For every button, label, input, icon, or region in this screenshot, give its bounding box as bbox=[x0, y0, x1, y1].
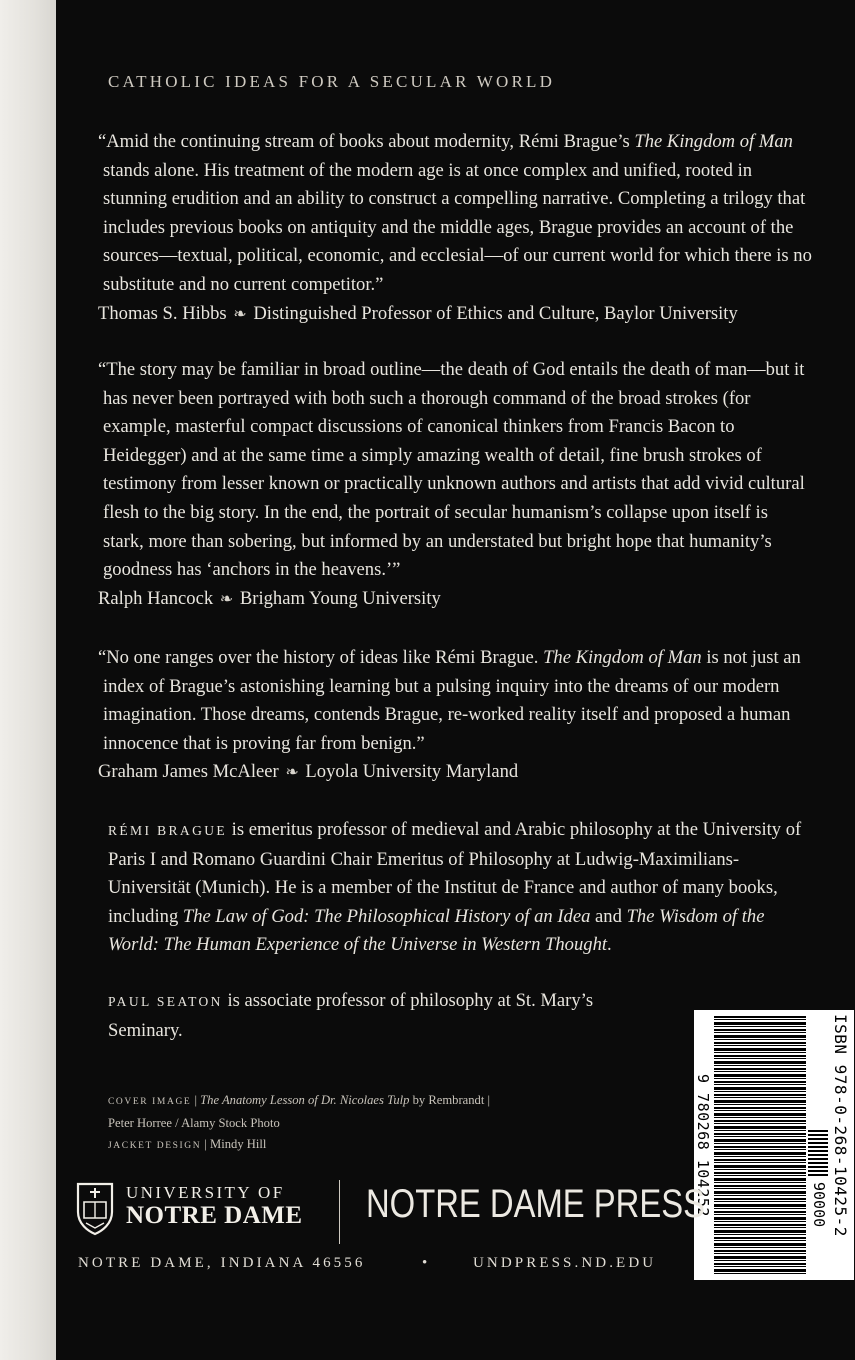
jacket-design-credit: JACKET DESIGN | Mindy Hill bbox=[108, 1137, 267, 1151]
blurb-2-affiliation: Brigham Young University bbox=[239, 587, 441, 609]
footer-separator: • bbox=[422, 1255, 431, 1271]
isbn-barcode bbox=[694, 1010, 854, 1280]
cover-image-source: Peter Horree / Alamy Stock Photo bbox=[108, 1116, 280, 1130]
blurb-1 bbox=[98, 128, 813, 329]
author-book-title-1: The Law of God: The Philosophical History of an Idea bbox=[182, 905, 591, 927]
university-name-line-1: UNIVERSITY OF bbox=[126, 1183, 285, 1202]
university-name-line-2: NOTRE DAME bbox=[126, 1202, 303, 1229]
back-cover bbox=[56, 0, 855, 1360]
author-bio: RÉMI BRAGUE is emeritus professor of medieval and Arabic philosophy at the University of Paris I and Romano Guardini Chair Emeritus of Philosophy at Ludwig-Maximilians-Universität (Munich). He is a member of the Institut de France and author of many books, including The Law of God: The Philosophical History of an Idea and The Wisdom of the World: The Human Experience of the Universe in Western Thought. bbox=[108, 819, 802, 956]
publisher-url: UNDPRESS.ND.EDU bbox=[473, 1255, 657, 1271]
blurb-2 bbox=[98, 356, 813, 614]
price-barcode-bars bbox=[808, 1130, 828, 1178]
blurb-3-author: Graham James McAleer bbox=[98, 761, 279, 783]
blurb-1-attribution bbox=[98, 300, 813, 330]
author-name: RÉMI BRAGUE bbox=[108, 823, 228, 838]
blurb-3-book-title: The Kingdom of Man bbox=[543, 647, 702, 668]
author-book-title-2: The Wisdom of the World: The Human Experience of the Universe in Western Thought bbox=[108, 905, 765, 956]
blurb-2-author: Ralph Hancock bbox=[98, 587, 214, 609]
publisher-footer bbox=[78, 1255, 678, 1272]
press-name: NOTRE DAME PRESS bbox=[366, 1182, 705, 1226]
price-code: 90000 bbox=[810, 1182, 828, 1228]
blurb-1-text: “Amid the continuing stream of books about modernity, Rémi Brague’s The Kingdom of Man stands alone. His treatment of the modern age is at once complex and unified, rooted in stunning erudition and an ability to construct a compelling narrative. Completing a trilogy that includes previous books on antiquity and the middle ages, Brague provides an account of the sources—textual, political, economic, and ecclesial—of our current world for which there is no substitute and no current competitor.” bbox=[98, 131, 812, 295]
logo-divider bbox=[339, 1180, 340, 1244]
fleuron-ornament-icon: ❧ bbox=[233, 305, 247, 323]
barcode-digits: 9 780268 104252 bbox=[694, 1073, 712, 1217]
fleuron-ornament-icon: ❧ bbox=[285, 764, 299, 782]
translator-bio: PAUL SEATON is associate professor of philosophy at St. Mary’s Seminary. bbox=[108, 990, 594, 1041]
blurb-2-text: “The story may be familiar in broad outline—the death of God entails the death of man—but it has never been portrayed with both such a thorough command of the broad strokes (for example, masterful compact discussions of canonical thinkers from Francis Bacon to Heidegger) and at the same time a simply amazing wealth of detail, fine brush strokes of testimony from lesser known or practically unknown authors and artists that add vivid cultural flesh to the big story. In the end, the portrait of secular humanism’s collapse upon itself is stark, more than sobering, but informed by an understated but bright hope that humanity’s goodness has ‘anchors in the heavens.’” bbox=[98, 359, 805, 581]
cover-image-credit: COVER IMAGE | The Anatomy Lesson of Dr. Nicolaes Tulp by Rembrandt | bbox=[108, 1093, 490, 1107]
publisher-logo bbox=[76, 1180, 705, 1250]
university-shield-icon bbox=[76, 1182, 114, 1236]
isbn-number: ISBN 978-0-268-10425-2 bbox=[831, 1014, 850, 1237]
publisher-address: NOTRE DAME, INDIANA 46556 bbox=[78, 1255, 366, 1271]
cover-credits bbox=[108, 1090, 538, 1157]
blurb-1-affiliation: Distinguished Professor of Ethics and Culture, Baylor University bbox=[253, 302, 738, 324]
book-spine-edge bbox=[0, 0, 56, 1360]
blurb-3-affiliation: Loyola University Maryland bbox=[305, 761, 519, 783]
series-title: CATHOLIC IDEAS FOR A SECULAR WORLD bbox=[108, 72, 556, 91]
blurb-1-author: Thomas S. Hibbs bbox=[98, 302, 227, 324]
blurb-3-attribution bbox=[98, 758, 813, 788]
barcode-bars bbox=[714, 1016, 806, 1274]
blurb-3 bbox=[98, 644, 813, 788]
blurb-3-text: “No one ranges over the history of ideas like Rémi Brague. The Kingdom of Man is not just an index of Brague’s astonishing learning but a pulsing inquiry into the dreams of our modern imagination. Those dreams, contends Brague, re-worked reality itself and proposed a human innocence that is proving far from benign.” bbox=[98, 647, 801, 754]
blurb-1-book-title: The Kingdom of Man bbox=[634, 131, 793, 152]
fleuron-ornament-icon: ❧ bbox=[219, 590, 234, 608]
blurb-2-attribution bbox=[98, 585, 813, 615]
translator-name: PAUL SEATON bbox=[108, 994, 223, 1009]
